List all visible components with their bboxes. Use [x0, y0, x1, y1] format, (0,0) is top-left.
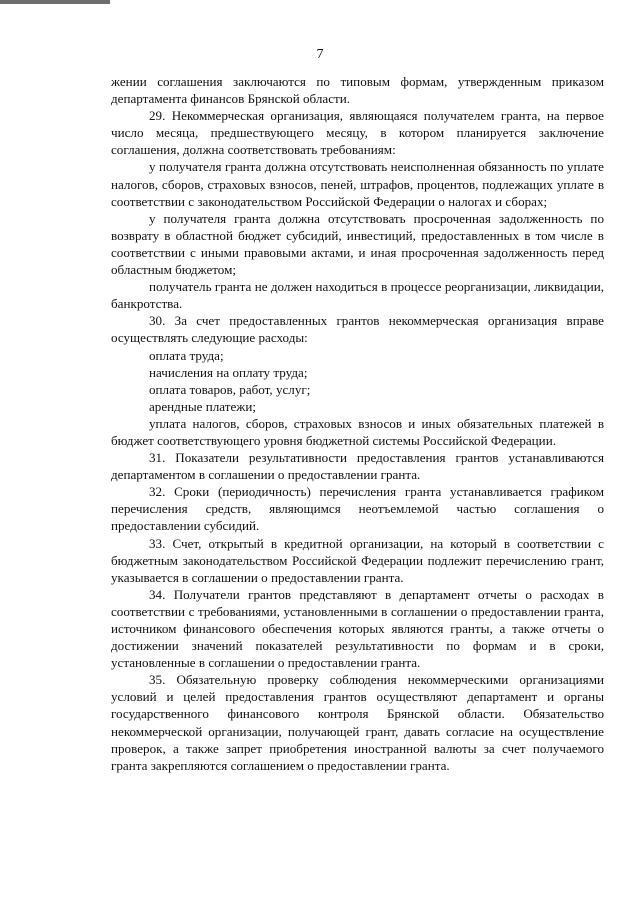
paragraph-31: 31. Показатели результативности предоставления грантов устанавливаются департаментом в соглашении о предоставлении гранта.	[111, 450, 604, 483]
scan-edge-mark	[0, 0, 110, 4]
page-number: 7	[316, 47, 324, 62]
paragraph-29: 29. Некоммерческая организация, являющаяся получателем гранта, на первое число месяца, предшествующего месяцу, в котором планируется заключение соглашения, должна соответствовать требованиям:	[111, 108, 604, 158]
paragraph-29-requirement-reorganization: получатель гранта не должен находиться в процессе реорганизации, ликвидации, банкротства.	[111, 279, 604, 312]
paragraph-33: 33. Счет, открытый в кредитной организации, на который в соответствии с бюджетным законодательством Российской Федерации подлежит перечислению грант, указывается в соглашении о предоставлении гранта.	[111, 535, 604, 585]
expense-item-payroll-charges: начисления на оплату труда;	[149, 364, 308, 380]
expense-item-taxes: уплата налогов, сборов, страховых взносов и иных обязательных платежей в бюджет соответствующего уровня бюджетной системы Российской Федерации.	[111, 415, 604, 448]
paragraph-30: 30. За счет предоставленных грантов некоммерческая организация вправе осуществлять следующие расходы:	[111, 313, 604, 346]
expense-item-rent: арендные платежи;	[149, 398, 256, 414]
expense-item-labor: оплата труда;	[149, 347, 224, 363]
paragraph-34: 34. Получатели грантов представляют в департамент отчеты о расходах в соответствии с требованиями, установленными в соглашении о предоставлении гранта, источником финансового обеспечения которых являются гранты, а также отчеты о достижении значений показателей результативности по формам и в сроки, установленные в соглашении о предоставлении гранта.	[111, 586, 604, 671]
paragraph-29-requirement-taxes: у получателя гранта должна отсутствовать неисполненная обязанность по уплате налогов, сборов, страховых взносов, пеней, штрафов, процентов, подлежащих уплате в соответствии с законодательством Российской Федерации о налогах и сборах;	[111, 159, 604, 209]
document-body	[111, 73, 604, 774]
expense-item-goods-services: оплата товаров, работ, услуг;	[149, 381, 311, 397]
paragraph-29-requirement-debt: у получателя гранта должна отсутствовать просроченная задолженность по возврату в областной бюджет субсидий, инвестиций, предоставленных в том числе в соответствии с иными правовыми актами, и иная просроченная задолженность перед областным бюджетом;	[111, 210, 604, 278]
paragraph-35: 35. Обязательную проверку соблюдения некоммерческими организациями условий и целей предоставления грантов осуществляют департамент и органы государственного финансового контроля Брянской области. Обязательство некоммерческой организации, получающей грант, давать согласие на осуществление проверок, а также запрет приобретения иностранной валюты за счет получаемого гранта закрепляются соглашением о предоставлении гранта.	[111, 672, 604, 773]
paragraph-continued: жении соглашения заключаются по типовым формам, утвержденным приказом департамента финансов Брянской области.	[111, 74, 604, 107]
paragraph-32: 32. Сроки (периодичность) перечисления гранта устанавливается графиком перечисления средств, являющимся неотъемлемой частью соглашения о предоставлении субсидий.	[111, 484, 604, 534]
